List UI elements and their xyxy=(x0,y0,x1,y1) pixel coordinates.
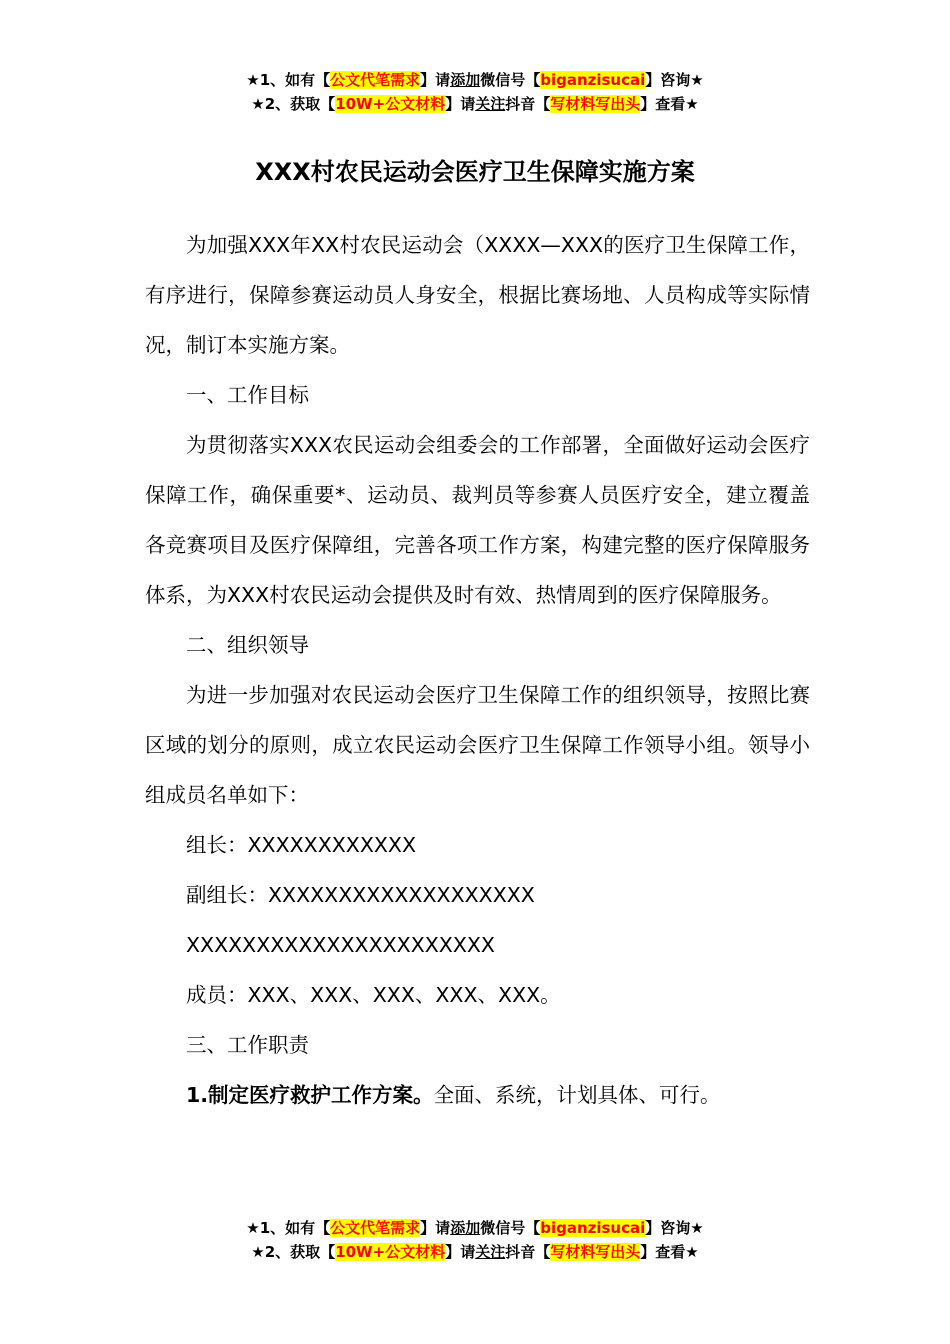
banner-line-1 xyxy=(0,1216,950,1240)
banner-text: 】请 xyxy=(445,1243,476,1261)
banner-text: 微信号【 xyxy=(480,1219,541,1237)
banner-text: 抖音【 xyxy=(505,95,551,113)
banner-text: ★2、获取【 xyxy=(251,1243,336,1261)
banner-underlined-text: 添加 xyxy=(450,71,481,89)
banner-text: 】查看★ xyxy=(640,95,699,113)
banner-text: 】请 xyxy=(420,1219,451,1237)
section-heading: 二、组织领导 xyxy=(186,633,309,657)
banner-text: 微信号【 xyxy=(480,71,541,89)
section-heading: 三、工作职责 xyxy=(186,1033,309,1057)
banner-text: 】咨询★ xyxy=(645,71,704,89)
deputy-leader-continuation: XXXXXXXXXXXXXXXXXXXXXX xyxy=(186,933,495,957)
section-paragraph: 为贯彻落实XXX农民运动会组委会的工作部署，全面做好运动会医疗保障工作，确保重要*、运动员、裁判员等参赛人员医疗安全，建立覆盖各竞赛项目及医疗保障组，完善各项工作方案，构建完整的医疗保障服务体系，为XXX村农民运动会提供及时有效、热情周到的医疗保障服务。 xyxy=(145,433,810,607)
leader-line: 组长：XXXXXXXXXXXX xyxy=(186,833,417,857)
list-item-text: 全面、系统，计划具体、可行。 xyxy=(433,1083,721,1107)
list-item-title: 1.制定医疗救护工作方案。 xyxy=(186,1083,434,1107)
banner-text: ★1、如有【 xyxy=(246,71,331,89)
section-heading: 一、工作目标 xyxy=(186,383,309,407)
banner-underlined-text: 关注 xyxy=(475,95,506,113)
banner-line-1 xyxy=(0,68,950,92)
banner-underlined-text: 关注 xyxy=(475,1243,506,1261)
banner-line-2 xyxy=(0,1240,950,1264)
list-item xyxy=(145,1070,810,1120)
banner-wechat-id: biganzisucai xyxy=(540,1219,646,1237)
section-paragraph: 为进一步加强对农民运动会医疗卫生保障工作的组织领导，按照比赛区域的划分的原则，成立农民运动会医疗卫生保障工作领导小组。领导小组成员名单如下： xyxy=(145,683,810,807)
deputy-leader-line: 副组长：XXXXXXXXXXXXXXXXXXX xyxy=(186,883,535,907)
banner-highlight: 公文代笔需求 xyxy=(330,71,421,89)
banner-text: ★2、获取【 xyxy=(251,95,336,113)
intro-paragraph: 为加强XXX年XX村农民运动会（XXXX—XXX的医疗卫生保障工作，有序进行，保障参赛运动员人身安全，根据比赛场地、人员构成等实际情况，制订本实施方案。 xyxy=(145,233,810,357)
banner-underlined-text: 添加 xyxy=(450,1219,481,1237)
banner-text: ★1、如有【 xyxy=(246,1219,331,1237)
banner-highlight: 10W+公文材料 xyxy=(335,95,446,113)
banner-wechat-id: biganzisucai xyxy=(540,71,646,89)
members-line: 成员：XXX、XXX、XXX、XXX、XXX。 xyxy=(186,983,561,1007)
banner-text: 】请 xyxy=(420,71,451,89)
document-title: XXX村农民运动会医疗卫生保障实施方案 xyxy=(255,158,695,186)
header-banner xyxy=(0,68,950,116)
banner-text: 】请 xyxy=(445,95,476,113)
banner-highlight: 写材料写出头 xyxy=(550,1243,641,1261)
document-body xyxy=(145,220,810,1120)
banner-text: 抖音【 xyxy=(505,1243,551,1261)
banner-text: 】查看★ xyxy=(640,1243,699,1261)
banner-highlight: 公文代笔需求 xyxy=(330,1219,421,1237)
banner-line-2 xyxy=(0,92,950,116)
footer-banner xyxy=(0,1216,950,1264)
banner-highlight: 10W+公文材料 xyxy=(335,1243,446,1261)
banner-text: 】咨询★ xyxy=(645,1219,704,1237)
banner-highlight: 写材料写出头 xyxy=(550,95,641,113)
